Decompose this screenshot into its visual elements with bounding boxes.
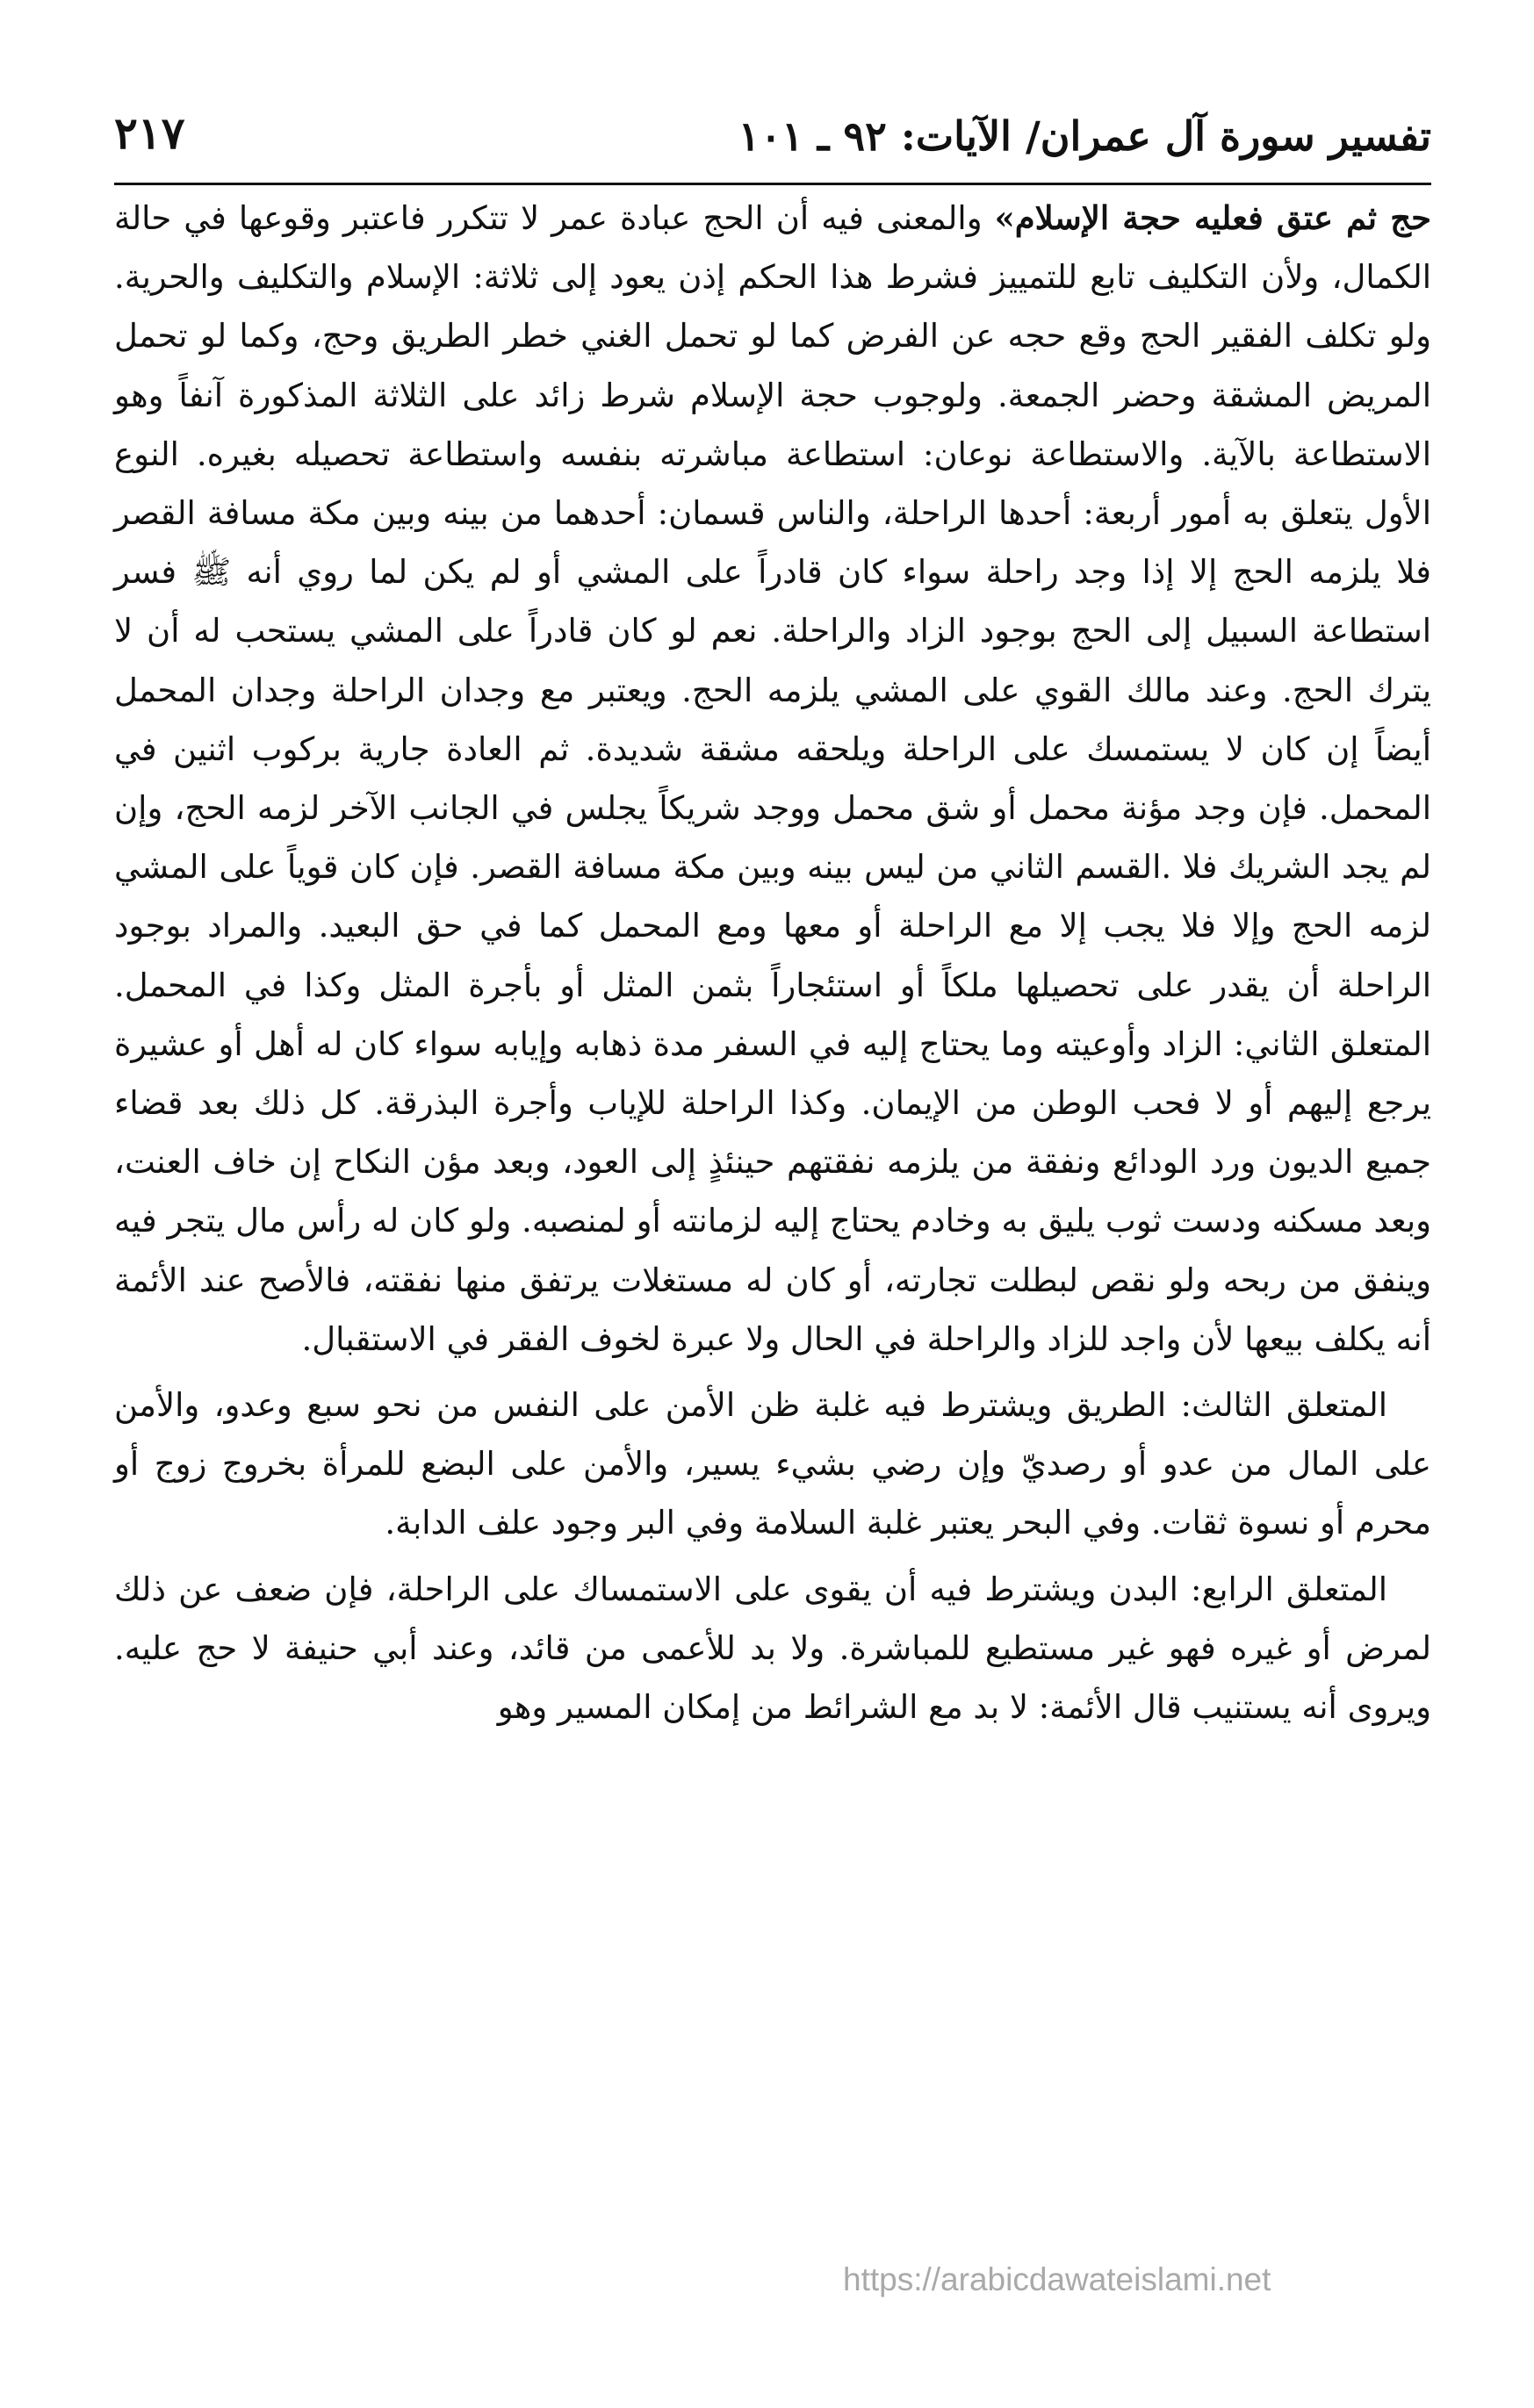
paragraph-1-lead: حج ثم عتق فعليه حجة الإسلام»	[994, 198, 1431, 237]
page-header	[114, 104, 1431, 183]
paragraph-1-text: والمعنى فيه أن الحج عبادة عمر لا تتكرر فاعتبر وقوعها في حالة الكمال، ولأن التكليف تابع للتمييز فشرط هذا الحكم إذن يعود إلى ثلاثة: الإسلام والتكليف والحرية. ولو تكلف الفقير الحج وقع حجه عن الفرض كما لو تحمل الغني خطر الطريق وحج، وكما لو تحمل المريض المشقة وحضر الجمعة. ولوجوب حجة الإسلام شرط زائد على الثلاثة المذكورة آنفاً وهو الاستطاعة بالآية. والاستطاعة نوعان: استطاعة مباشرته بنفسه واستطاعة تحصيله بغيره. النوع الأول يتعلق به أمور أربعة: أحدها الراحلة، والناس قسمان: أحدهما من بينه وبين مكة مسافة القصر فلا يلزمه الحج إلا إذا وجد راحلة سواء كان قادراً على المشي أو لم يكن لما روي أنه ﷺ فسر استطاعة السبيل إلى الحج بوجود الزاد والراحلة. نعم لو كان قادراً على المشي يستحب له أن لا يترك الحج. وعند مالك القوي على المشي يلزمه الحج. ويعتبر مع وجدان الراحلة وجدان المحمل أيضاً إن كان لا يستمسك على الراحلة ويلحقه مشقة شديدة. ثم العادة جارية بركوب اثنين في المحمل. فإن وجد مؤنة محمل أو شق محمل ووجد شريكاً يجلس في الجانب الآخر لزمه الحج، وإن لم يجد الشريك فلا .القسم الثاني من ليس بينه وبين مكة مسافة القصر. فإن كان قوياً على المشي لزمه الحج وإلا فلا يجب إلا مع الراحلة أو معها ومع المحمل كما في حق البعيد. والمراد بوجود الراحلة أن يقدر على تحصيلها ملكاً أو استئجاراً بثمن المثل أو بأجرة المثل وكذا في المحمل. المتعلق الثاني: الزاد وأوعيته وما يحتاج إليه في السفر مدة ذهابه وإيابه سواء كان له أهل أو عشيرة يرجع إليهم أو لا فحب الوطن من الإيمان. وكذا الراحلة للإياب وأجرة البذرقة. كل ذلك بعد قضاء جميع الديون ورد الودائع ونفقة من يلزمه نفقتهم حينئذٍ إلى العود، وبعد مؤن النكاح إن خاف العنت، وبعد مسكنه ودست ثوب يليق به وخادم يحتاج إليه لزمانته أو لمنصبه. ولو كان له رأس مال يتجر فيه وينفق من ربحه ولو نقص لبطلت تجارته، أو كان له مستغلات يرتفق منها نفقته، فالأصح عند الأئمة أنه يكلف بيعها لأن واجد للزاد والراحلة في الحال ولا عبرة لخوف الفقر في الاستقبال.	[114, 199, 1432, 1358]
running-title: تفسير سورة آل عمران/ الآيات: ٩٢ ـ ١٠١	[738, 112, 1431, 160]
paragraph-2	[114, 1376, 1431, 1553]
body-text	[114, 189, 1431, 1736]
paragraph-2-text: المتعلق الثالث: الطريق ويشترط فيه غلبة ظن الأمن على النفس من نحو سبع وعدو، والأمن على المال من عدو أو رصديّ وإن رضي بشيء يسير، والأمن على البضع للمرأة بخروج زوج أو محرم أو نسوة ثقات. وفي البحر يعتبر غلبة السلامة وفي البر وجود علف الدابة.	[114, 1386, 1431, 1542]
watermark-url: https://arabicdawateislami.net	[843, 2261, 1271, 2297]
paragraph-1	[114, 189, 1431, 1369]
paragraph-3-text: المتعلق الرابع: البدن ويشترط فيه أن يقوى على الاستمساك على الراحلة، فإن ضعف عن ذلك لمرض أو غيره فهو غير مستطيع للمباشرة. ولا بد للأعمى من قائد، وعند أبي حنيفة لا حج عليه. ويروى أنه يستنيب قال الأئمة: لا بد مع الشرائط من إمكان المسير وهو	[114, 1570, 1431, 1727]
paragraph-3	[114, 1560, 1431, 1737]
page-number: ٢١٧	[114, 107, 185, 159]
header-divider	[114, 183, 1431, 185]
